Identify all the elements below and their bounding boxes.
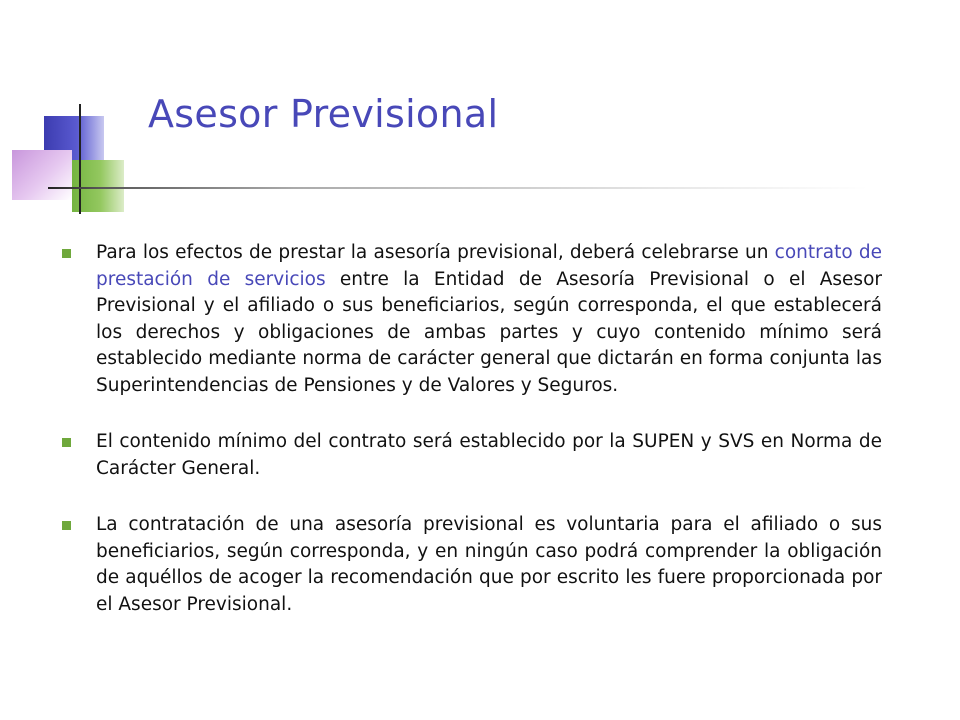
square-bullet-icon — [62, 521, 71, 530]
bullet-item — [58, 429, 882, 482]
bullet-text: La contratación de una asesoría previsional es voluntaria para el afiliado o sus beneficiarios, según corresponda, y en ningún caso podrá comprender la obligación de aquéllos de acoger la recomendación que por escrito les fuere proporcionada por el Asesor Previsional. — [96, 514, 882, 615]
bullet-item — [58, 512, 882, 618]
bullet-text: El contenido mínimo del contrato será establecido por la SUPEN y SVS en Norma de Carácter General. — [96, 431, 882, 479]
square-bullet-icon — [62, 249, 71, 258]
square-bullet-icon — [62, 438, 71, 447]
title-underline — [48, 187, 868, 189]
bullet-text-start: Para los efectos de prestar la asesoría previsional, deberá celebrarse un — [96, 242, 775, 263]
bullet-text — [96, 240, 882, 399]
bullet-item — [58, 240, 882, 399]
highlighted-phrase: contrato de prestación de servicios — [96, 242, 882, 290]
bullet-text-end: entre la Entidad de Asesoría Previsional o el Asesor Previsional y el afiliado o sus beneficiarios, según corresponda, el que establecerá los derechos y obligaciones de ambas partes y cuyo contenido mínimo será establecido mediante norma de carácter general que dictarán en forma conjunta las Superintendencias de Pensiones y de Valores y Seguros. — [96, 268, 882, 396]
slide-title: Asesor Previsional — [148, 92, 499, 136]
bullet-list — [58, 240, 882, 648]
decor-pink-square — [12, 150, 72, 200]
decor-vertical-line — [79, 104, 81, 214]
